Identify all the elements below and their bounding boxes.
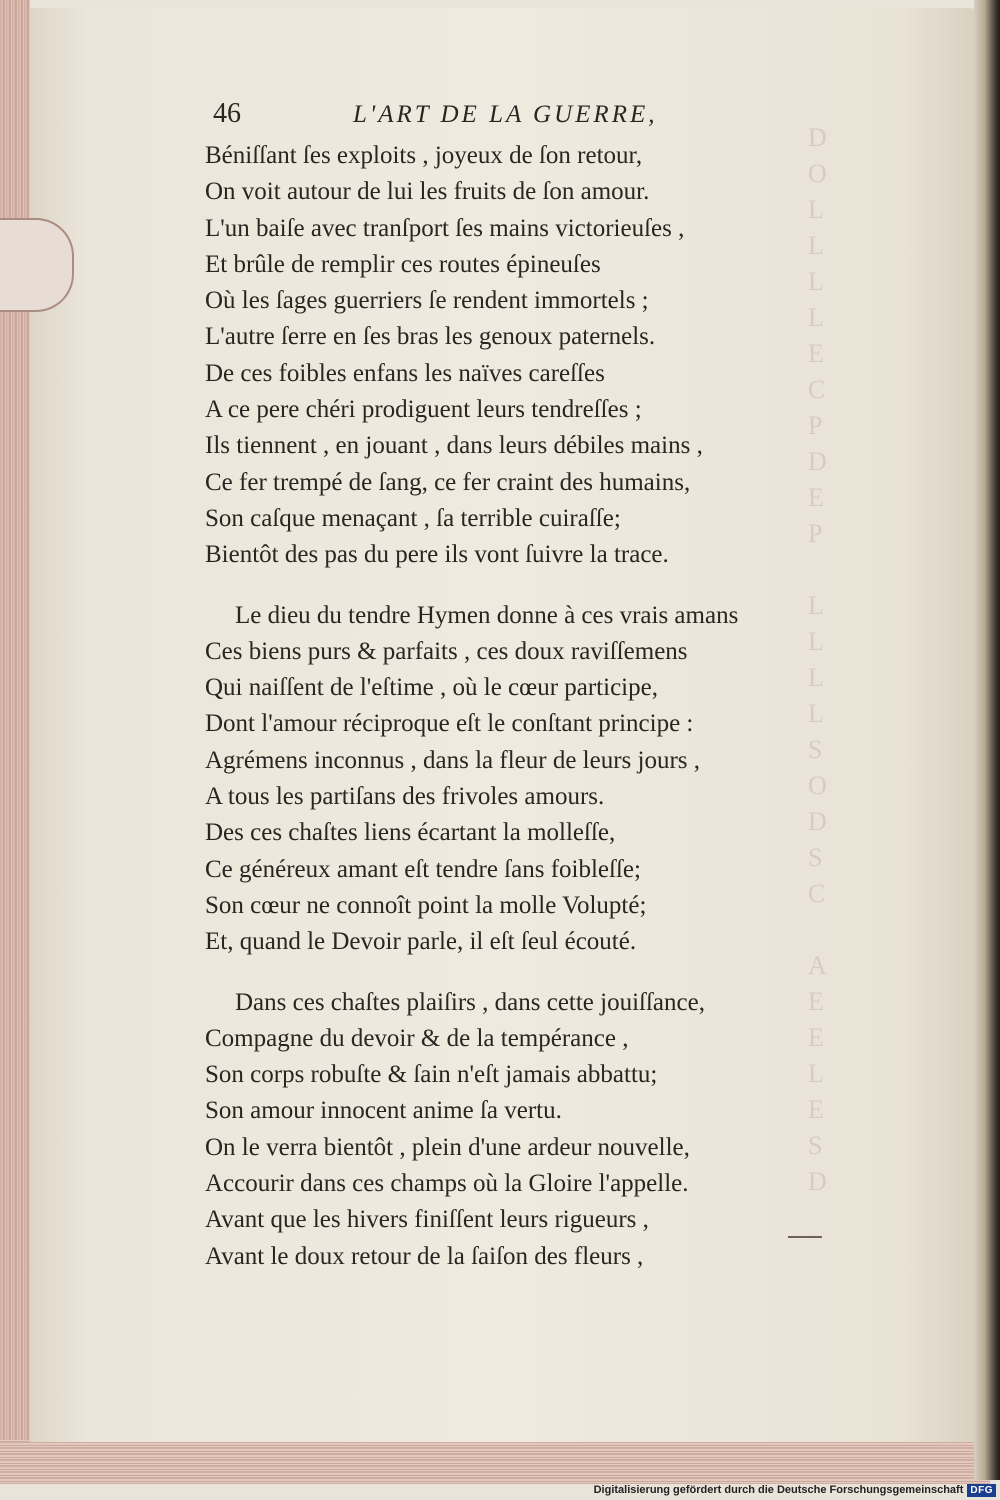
verse-line: Dans ces chaſtes plaiſirs , dans cette jouiſſance, — [235, 988, 705, 1016]
verse-line: Son amour innocent anime ſa vertu. — [205, 1097, 562, 1125]
verse-line: On voit autour de lui les fruits de ſon amour. — [205, 178, 650, 206]
verse-line: A tous les partiſans des frivoles amours. — [205, 783, 605, 811]
verse-line: L'autre ſerre en ſes bras les genoux paternels. — [205, 323, 656, 351]
verse-line: Son caſque menaçant , ſa terrible cuiraſſe; — [205, 504, 621, 532]
verse-line: Accourir dans ces champs où la Gloire l'appelle. — [205, 1170, 689, 1198]
verse-line: Agrémens inconnus , dans la fleur de leurs jours , — [205, 746, 701, 774]
dfg-logo-icon: DFG — [967, 1484, 996, 1497]
verse-line: De ces foibles enfans les naïves careſſes — [205, 359, 605, 387]
verse-line: Dont l'amour réciproque eſt le conſtant principe : — [205, 710, 694, 738]
verse-line: Et brûle de remplir ces routes épineuſes — [205, 250, 601, 278]
stanza-1 — [205, 138, 805, 574]
bookmark-tab — [0, 218, 74, 312]
verse-line: Et, quand le Devoir parle, il eſt ſeul écouté. — [205, 928, 637, 956]
verse-line: Son cœur ne connoît point la molle Volupté; — [205, 891, 647, 919]
page-number: 46 — [213, 98, 241, 129]
verse-line: Ces biens purs & parfaits , ces doux raviſſemens — [205, 637, 688, 665]
verse-line: Avant le doux retour de la ſaiſon des fleurs , — [205, 1242, 644, 1270]
verse-line: Compagne du devoir & de la tempérance , — [205, 1024, 629, 1052]
verse-line: On le verra bientôt , plein d'une ardeur nouvelle, — [205, 1133, 690, 1161]
verse-line: Le dieu du tendre Hymen donne à ces vrais amans — [235, 601, 739, 629]
verse-line: Avant que les hivers finiſſent leurs rigueurs , — [205, 1206, 649, 1234]
digitization-credit — [594, 1482, 996, 1498]
binding-shadow — [974, 0, 1000, 1480]
stanza-3 — [205, 985, 805, 1275]
verse-line: Ce fer trempé de ſang, ce fer craint des humains, — [205, 468, 691, 496]
verse-line: Qui naiſſent de l'eſtime , où le cœur participe, — [205, 674, 658, 702]
credit-text: Digitalisierung gefördert durch die Deutsche Forschungsgemeinschaft — [593, 1484, 964, 1496]
verse-line: Béniſſant ſes exploits , joyeux de ſon retour, — [205, 142, 643, 169]
show-through-text: D O L L L L E C P D E P L L L L S O D S C A E E L E S D — [808, 123, 827, 1196]
verse-line: Ils tiennent , en jouant , dans leurs débiles mains , — [205, 432, 703, 460]
verse-line: A ce pere chéri prodiguent leurs tendreſſes ; — [205, 396, 642, 424]
page-header — [205, 98, 805, 138]
verse-line: Où les ſages guerriers ſe rendent immortels ; — [205, 287, 649, 315]
verse-line: Son corps robuſte & ſain n'eſt jamais abbattu; — [205, 1061, 658, 1089]
running-title: L'ART DE LA GUERRE, — [353, 101, 658, 128]
verse-line: Ce généreux amant eſt tendre ſans foibleſſe; — [205, 855, 641, 883]
catchword-rule — [788, 1236, 822, 1238]
verse-line: Bientôt des pas du pere ils vont ſuivre la trace. — [205, 541, 669, 569]
bottom-page-edges — [0, 1440, 990, 1484]
verse-line: L'un baiſe avec tranſport ſes mains victorieuſes , — [205, 214, 685, 242]
stanza-2 — [205, 598, 805, 961]
page-content — [205, 98, 805, 1299]
verse-line: Des ces chaſtes liens écartant la molleſſe, — [205, 819, 616, 847]
